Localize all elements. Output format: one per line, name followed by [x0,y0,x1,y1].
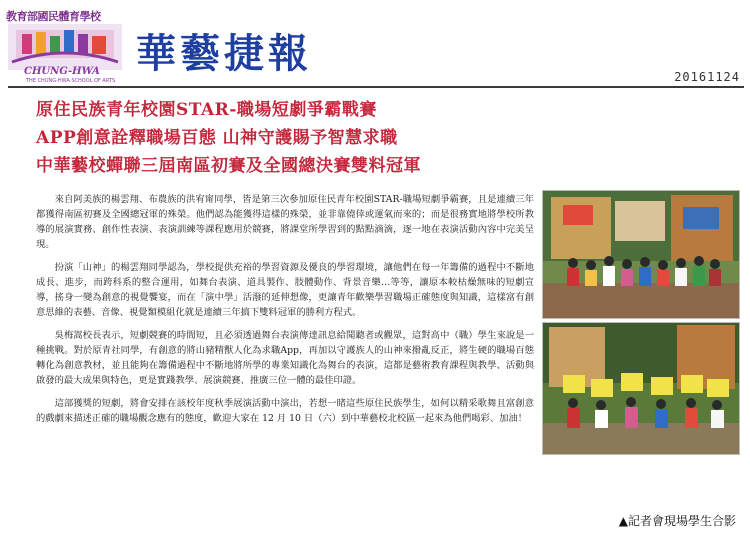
header-divider [8,86,744,88]
logo-english-subtitle: THE CHUNG-HWA SCHOOL OF ARTS [26,78,116,84]
headline-1: 原住民族青年校園STAR-職場短劇爭霸戰賽 [36,100,377,120]
newsletter-title: 華藝捷報 [136,31,312,77]
photo-stage-image [543,191,739,318]
group-photo-with-signs [542,322,740,455]
photo-signs-image [543,323,739,454]
article-body [36,192,534,434]
headline-3: 中華藝校蟬聯三屆南區初賽及全國總決賽雙料冠軍 [36,156,421,176]
headline-2: APP創意詮釋職場百態 山神守護賜予智慧求職 [36,128,398,148]
logo-english-name: CHUNG-HWA [24,66,100,77]
photo-caption: ▲記者會現場學生合影 [618,514,736,528]
article-paragraph: 吳梅嵩校長表示，短劇競賽的時間短，且必須透過舞台表演傳達訊息給聞聽者或觀眾，這對高中（職）學生來說是一種挑戰。對於原青社同學，有創意的將山豬精獸人化為求職App，再加以守護族人的山神來撥亂反正，將生硬的職場百態轉化為創意教材，並且能夠在籌備過程中不斷地將所學的專業知識化為舞台的表演，這都是藝術教育課程與教學、活動與啟發的最大成果與特色，更是實踐教學、展演競賽、推廣三位一體的最佳印證。 [36,330,534,386]
logo-emblem-icon [8,24,122,70]
article-paragraph: 這部獲獎的短劇，將會安排在該校年度秋季展演活動中演出，若想一睹這些原住民族學生，如何以精采歌舞且富創意的戲劇來描述正確的職場觀念應有的態度，歡迎大家在 12 月 10 日（六）到中華藝校北校區一起來為他們喝彩、加油！ [36,398,534,424]
logo-school-name: 教育部國民體育學校 [6,10,101,23]
article-paragraph: 扮演「山神」的楊雲翔同學認為，學校提供充裕的學習資源及優良的學習環境，讓他們在每一年籌備的過程中不斷地成長、進步，而跨科系的整合運用，如舞台表演、道具製作、肢體動作、背景音樂…等等，讓原本較枯燥無味的短劇宣導，搖身一變為創意的視覺饗宴，而在「演中學」活潑的延伸想像，更讓青年歡樂學習職場正確態度與知識，這樣富有創意思維的表藝、音像、視覺類模組化就是連續三年搞下雙料冠軍的勝利方程式。 [36,262,534,318]
article-paragraph: 來自阿美族的楊雲翔、布農族的洪宥甯同學，皆是第三次參加原住民青年校園STAR-職場短劇爭霸賽，且是連續三年都獲得南區初賽及全國總冠軍的殊榮。他們認為能獲得這樣的殊榮，並非靠僥倖或運氣而來的；而是很務實地將學校所教導的展演實務、創作性表演、表演訓練等課程應用於競賽，將課堂所學習到的點點滴滴，逐一地在表演活動內容中完美呈現。 [36,194,534,250]
issue-date: 20161124 [674,70,740,84]
school-logo [6,8,124,84]
stage-group-photo [542,190,740,319]
